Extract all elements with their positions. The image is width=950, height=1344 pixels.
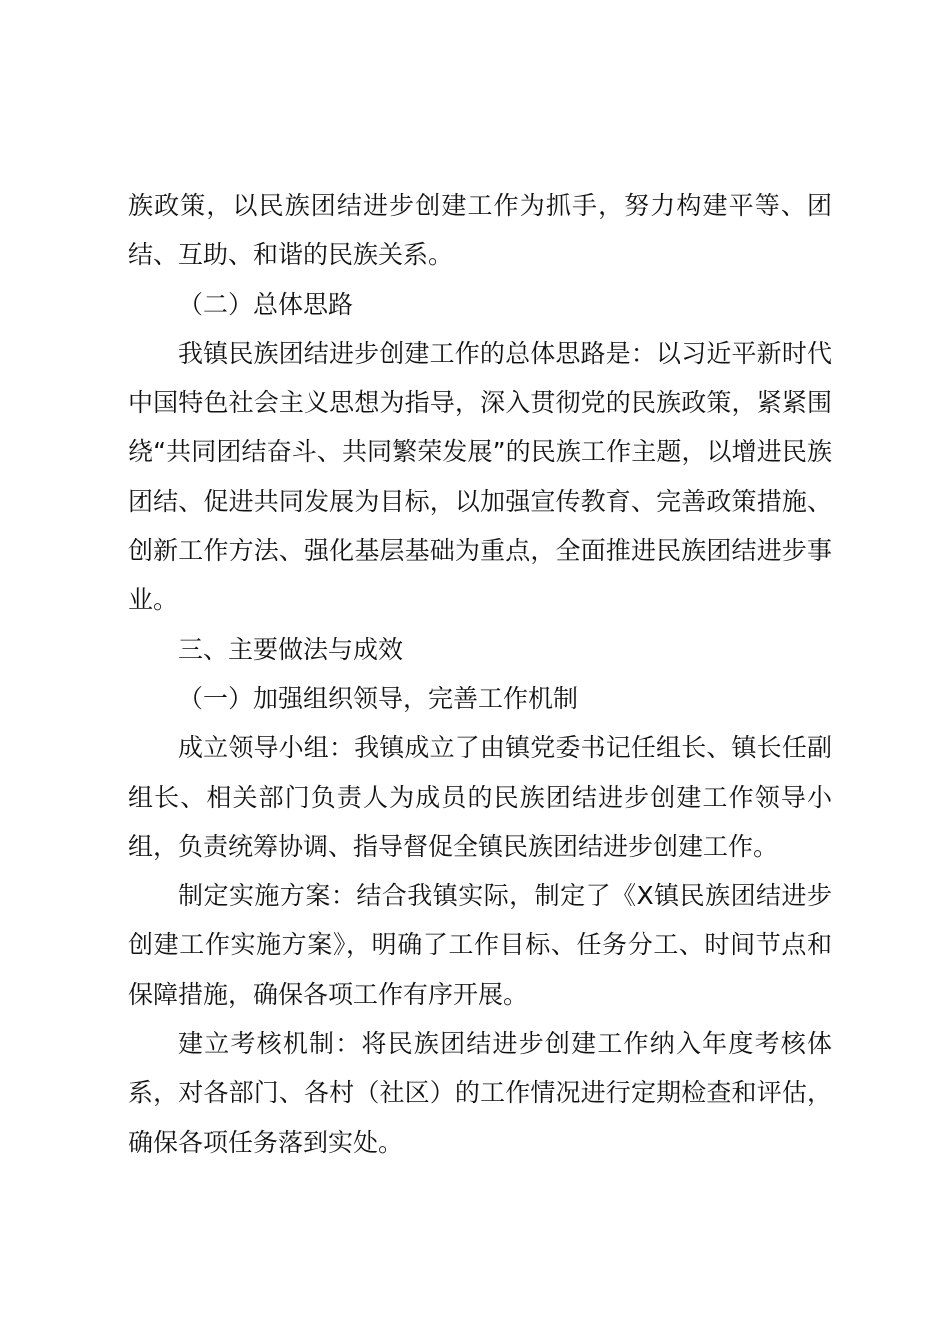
subheading-organization-leadership: （一）加强组织领导，完善工作机制 [178,683,579,713]
subheading-overall-approach: （二）总体思路 [178,289,354,319]
paragraph-continuation: 族政策，以民族团结进步创建工作为抓手，努力构建平等、团结、互助、和谐的民族关系。 [128,191,832,270]
heading-main-practices: 三、主要做法与成效 [178,634,404,664]
paragraph-overall-approach: 我镇民族团结进步创建工作的总体思路是：以习近平新时代中国特色社会主义思想为指导，深入贯彻党的民族政策，紧紧围绕“共同团结奋斗、共同繁荣发展”的民族工作主题，以增进民族团结、促进共同发展为目标，以加强宣传教育、完善政策措施、创新工作方法、强化基层基础为重点，全面推进民族团结进步事业。 [128,338,832,615]
paragraph-assessment-mechanism: 建立考核机制：将民族团结进步创建工作纳入年度考核体系，对各部门、各村（社区）的工作情况进行定期检查和评估，确保各项任务落到实处。 [128,1029,832,1157]
paragraph-leading-group: 成立领导小组：我镇成立了由镇党委书记任组长、镇长任副组长、相关部门负责人为成员的民族团结进步创建工作领导小组，负责统筹协调、指导督促全镇民族团结进步创建工作。 [128,733,832,861]
paragraph-implementation-plan: 制定实施方案：结合我镇实际，制定了《X镇民族团结进步创建工作实施方案》，明确了工作目标、任务分工、时间节点和保障措施，确保各项工作有序开展。 [128,881,832,1009]
document-body [128,181,832,1167]
